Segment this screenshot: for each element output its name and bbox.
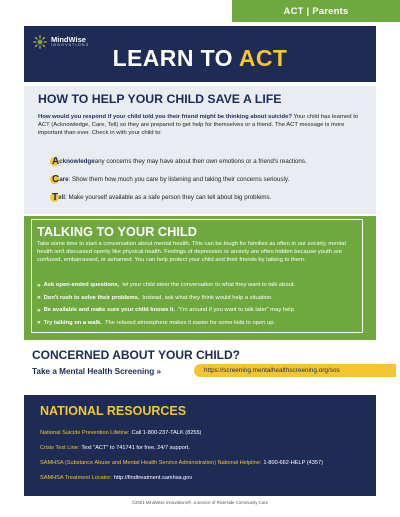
tip-item bbox=[37, 304, 361, 317]
footer-copyright: ©2021 MindWise Innovations®, a service of Riverside Community Care bbox=[131, 500, 268, 505]
chevron-right-icon: » bbox=[37, 294, 41, 302]
tip-text: The relaxed atmosphere makes it easier for some kids to open up. bbox=[104, 319, 276, 326]
logo-subtitle: INNOVATIONS bbox=[51, 43, 90, 48]
help-heading: HOW TO HELP YOUR CHILD SAVE A LIFE bbox=[38, 92, 282, 106]
act-letter: T bbox=[52, 191, 59, 203]
act-word-rest: ell bbox=[58, 193, 65, 201]
concern-heading: CONCERNED ABOUT YOUR CHILD? bbox=[32, 348, 241, 362]
resource-item bbox=[40, 440, 323, 455]
tip-text: Instead, ask what they think would help a situation. bbox=[142, 294, 273, 301]
help-section bbox=[24, 86, 376, 214]
tip-bold: Try talking on a walk. bbox=[43, 319, 102, 326]
title-accent: ACT bbox=[238, 45, 288, 71]
page-title bbox=[24, 47, 376, 70]
help-intro bbox=[38, 113, 368, 137]
resource-link[interactable]: http://findtreatment.samhsa.gov bbox=[113, 474, 193, 481]
act-item-acknowledge bbox=[52, 152, 307, 170]
tip-text: "I'm around if you want to talk later" may help. bbox=[178, 307, 296, 314]
resource-label: SAMHSA Treatment Locator: bbox=[40, 474, 112, 481]
chevron-right-icon: » bbox=[37, 319, 41, 327]
resource-label: National Suicide Prevention Lifeline: bbox=[40, 429, 130, 436]
screening-link[interactable]: https://screening.mentalhealthscreening.org/sos bbox=[194, 364, 396, 377]
logo-wordmark: MindWise bbox=[51, 34, 86, 44]
tips-list bbox=[37, 279, 361, 329]
tip-bold: Don't rush to solve their problems. bbox=[43, 294, 140, 301]
resource-item bbox=[40, 425, 323, 440]
resources-list bbox=[40, 425, 323, 485]
help-intro-text: Your child has learned to ACT (Acknowledge, Care, Tell) so they are prepared to get help for themselves or a friend. The ACT message is more important than ever. Check in with your child to: bbox=[38, 114, 359, 137]
act-word-rest: cknowledge bbox=[59, 157, 95, 165]
resources-heading: NATIONAL RESOURCES bbox=[40, 404, 187, 418]
act-description: : Show them how much you care by listening and taking their concerns seriously. bbox=[68, 175, 290, 183]
audience-tag: ACT | Parents bbox=[232, 0, 400, 22]
resources-section bbox=[24, 395, 376, 496]
tip-bold: Be available and make sure your child knows it. bbox=[43, 307, 176, 314]
act-letter: A bbox=[52, 155, 60, 167]
resource-label: SAMHSA (Substance Abuse and Mental Health Service Administration) National Helpline: bbox=[40, 459, 262, 466]
act-word-rest: are bbox=[59, 175, 69, 183]
talking-frame bbox=[31, 219, 363, 333]
resource-value: Call 1-800-237-TALK (8255) bbox=[131, 429, 202, 436]
act-item-care bbox=[52, 170, 307, 188]
act-letter: C bbox=[52, 173, 60, 185]
tip-item bbox=[37, 292, 361, 305]
talking-heading: TALKING TO YOUR CHILD bbox=[37, 224, 197, 239]
talking-paragraph: Take some time to start a conversation about mental health. This can be tough for families as often in our society, mental health isn't discussed openly like physical health. Feelings of depression or anxiety are often hidden because youth are confused, embarrassed, or ashamed. You can help protect your child and their friends by talking to them. bbox=[37, 241, 346, 263]
resource-value: 1-800-662-HELP (4357) bbox=[263, 459, 323, 466]
screening-label: Take a Mental Health Screening » bbox=[32, 367, 162, 376]
act-list bbox=[52, 152, 307, 206]
act-description: any concerns they may have about their own emotions or a friend's reactions. bbox=[94, 157, 307, 165]
title-prefix: LEARN TO bbox=[112, 45, 239, 71]
tip-item bbox=[37, 317, 361, 330]
tip-text: let your child steer the conversation to what they want to talk about. bbox=[122, 282, 296, 289]
resource-label: Crisis Text Line: bbox=[40, 444, 80, 451]
chevron-right-icon: » bbox=[37, 281, 41, 289]
resource-item bbox=[40, 470, 323, 485]
resource-value: Text "ACT" to 741741 for free, 24/7 support. bbox=[81, 444, 190, 451]
header-banner bbox=[24, 26, 376, 82]
talking-section bbox=[24, 216, 376, 340]
tip-bold: Ask open-ended questions, bbox=[43, 282, 120, 289]
resource-item bbox=[40, 455, 323, 470]
act-description: : Make yourself available as a safe person they can tell about big problems. bbox=[65, 193, 272, 201]
help-question: How would you respond if your child told you their friend might be thinking about suicide? bbox=[38, 114, 292, 120]
act-item-tell bbox=[52, 188, 307, 206]
chevron-right-icon: » bbox=[37, 306, 41, 314]
tip-item bbox=[37, 279, 361, 292]
